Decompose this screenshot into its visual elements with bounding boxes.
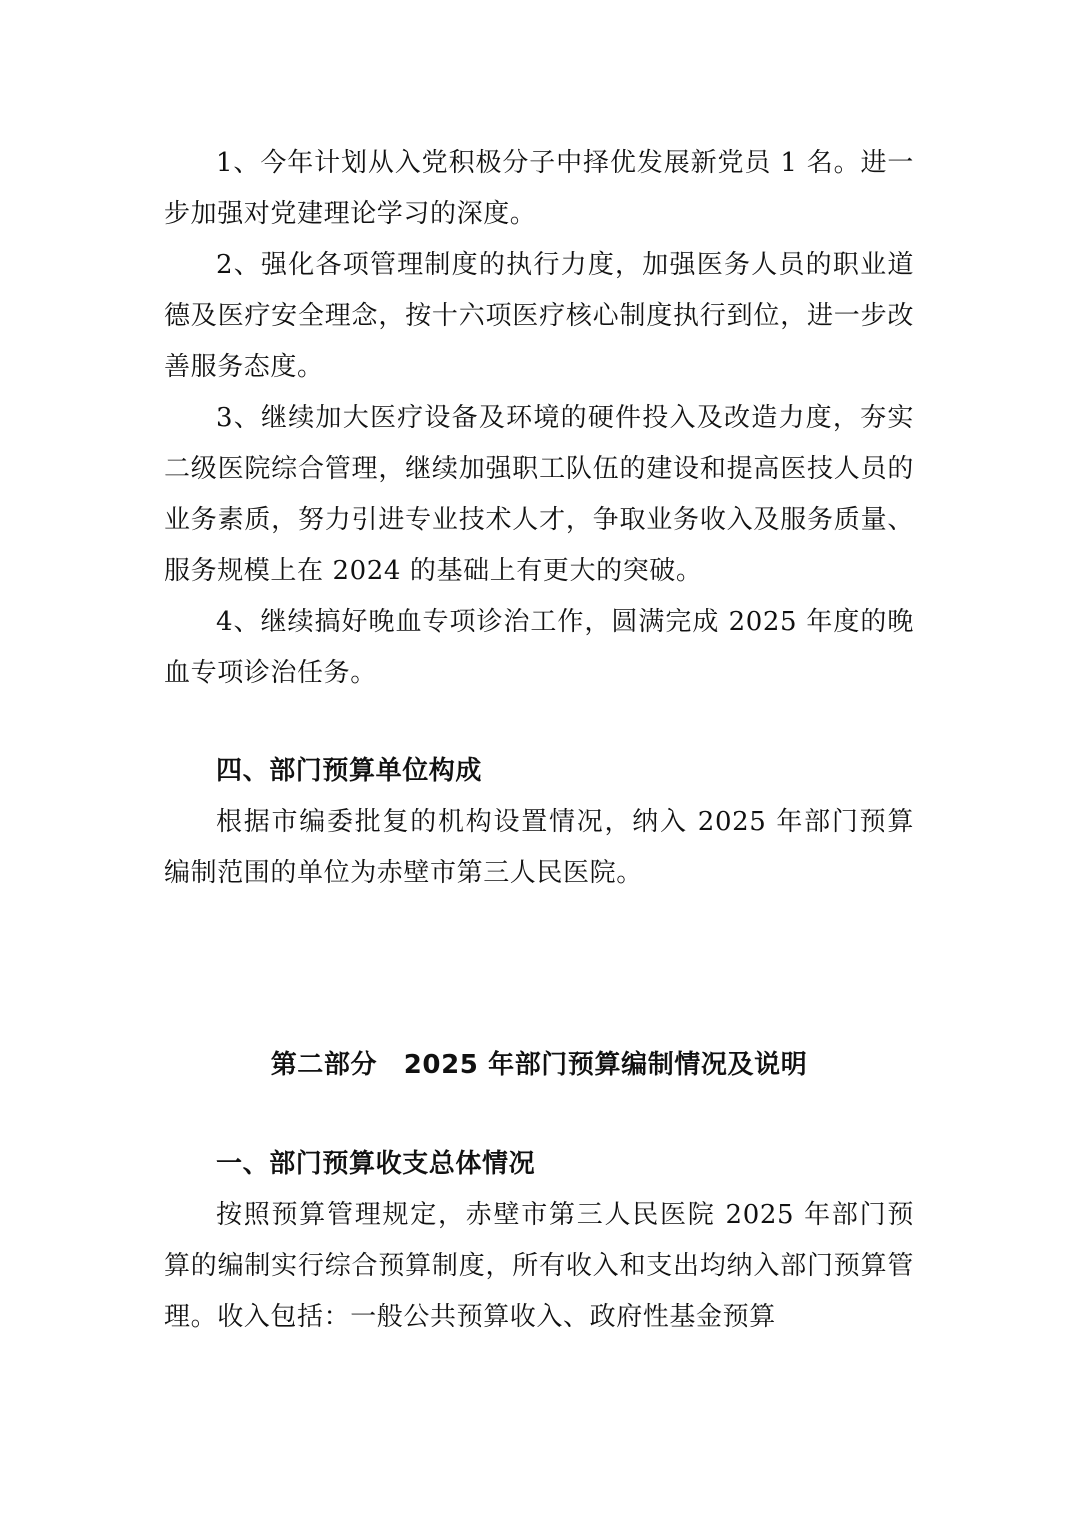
section-heading-budget-units: 四、部门预算单位构成 bbox=[216, 756, 483, 786]
document-page bbox=[164, 138, 914, 1343]
section-body-overall: 按照预算管理规定，赤壁市第三人民医院 2025 年部门预算的编制实行综合预算制度，所有收入和支出均纳入部门预算管理。收入包括：一般公共预算收入、政府性基金预算 bbox=[164, 1200, 914, 1332]
spacer bbox=[164, 1091, 914, 1139]
spacer bbox=[164, 899, 914, 1040]
plan-item-1: 1、今年计划从入党积极分子中择优发展新党员 1 名。进一步加强对党建理论学习的深度。 bbox=[164, 148, 914, 229]
spacer bbox=[164, 699, 914, 746]
section-heading-overall: 一、部门预算收支总体情况 bbox=[216, 1149, 536, 1179]
section-body-budget-units: 根据市编委批复的机构设置情况，纳入 2025 年部门预算编制范围的单位为赤壁市第三人民医院。 bbox=[164, 807, 914, 888]
part-title: 第二部分 2025 年部门预算编制情况及说明 bbox=[270, 1050, 808, 1080]
plan-item-3: 3、继续加大医疗设备及环境的硬件投入及改造力度，夯实二级医院综合管理，继续加强职工队伍的建设和提高医技人员的业务素质，努力引进专业技术人才，争取业务收入及服务质量、服务规模上在 2024 的基础上有更大的突破。 bbox=[164, 403, 914, 586]
plan-item-4: 4、继续搞好晚血专项诊治工作，圆满完成 2025 年度的晚血专项诊治任务。 bbox=[164, 607, 914, 688]
plan-item-2: 2、强化各项管理制度的执行力度，加强医务人员的职业道德及医疗安全理念，按十六项医疗核心制度执行到位，进一步改善服务态度。 bbox=[164, 250, 914, 382]
